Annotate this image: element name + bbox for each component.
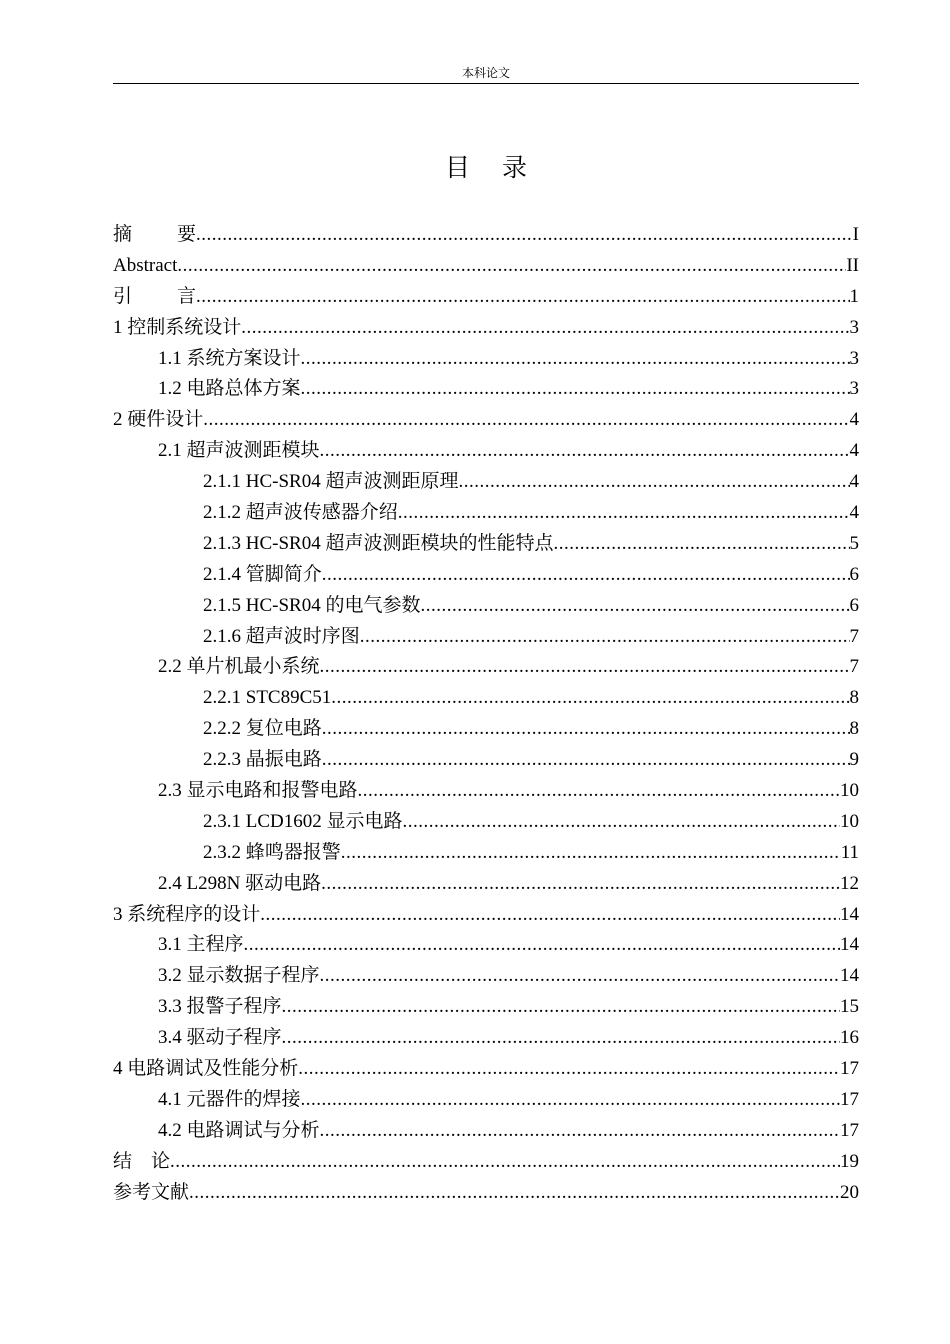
toc-entry-label: 2.1.3 HC-SR04 超声波测距模块的性能特点 xyxy=(203,532,554,554)
toc-page-number: 9 xyxy=(849,749,859,771)
toc-entry[interactable] xyxy=(113,1116,859,1147)
toc-page-number: 8 xyxy=(849,687,859,709)
toc-entry-label: 结论 xyxy=(113,1150,171,1172)
toc-entry-label: 参考文献 xyxy=(113,1181,190,1203)
toc-page-number: 11 xyxy=(840,841,859,863)
header-divider xyxy=(113,83,859,84)
toc-entry[interactable] xyxy=(113,405,859,436)
toc-page-number: 17 xyxy=(840,1088,859,1110)
toc-entry[interactable] xyxy=(113,807,859,838)
toc-entry-label: 3.4 驱动子程序 xyxy=(158,1027,282,1049)
toc-page-number: 3 xyxy=(849,347,859,369)
toc-page-number: 17 xyxy=(840,1058,859,1080)
toc-entry-label: 引言 xyxy=(113,285,197,307)
toc-dot-leader xyxy=(170,1147,840,1178)
toc-page-number: II xyxy=(846,254,859,276)
toc-entry-label: 2.3.2 蜂鸣器报警 xyxy=(203,841,341,863)
toc-page-number: 5 xyxy=(849,532,859,554)
toc-entry-label: 3 系统程序的设计 xyxy=(113,903,261,925)
toc-page-number: 10 xyxy=(840,810,859,832)
toc-page-number: 10 xyxy=(840,780,859,802)
toc-entry[interactable] xyxy=(113,838,859,869)
toc-page-number: 14 xyxy=(840,965,859,987)
toc-entry-label: 2.2.1 STC89C51 xyxy=(203,687,332,709)
toc-entry-label: 2.3 显示电路和报警电路 xyxy=(158,780,358,802)
toc-dot-leader xyxy=(320,436,850,467)
toc-dot-leader xyxy=(189,1178,840,1209)
toc-page-number: 4 xyxy=(849,409,859,431)
toc-dot-leader xyxy=(341,838,841,869)
toc-entry-label: 2.2 单片机最小系统 xyxy=(158,656,320,678)
toc-dot-leader xyxy=(196,220,853,251)
toc-dot-leader xyxy=(358,776,840,807)
toc-entry[interactable] xyxy=(113,930,859,961)
toc-dot-leader xyxy=(320,961,840,992)
toc-entry-label: 3.2 显示数据子程序 xyxy=(158,965,320,987)
toc-entry[interactable] xyxy=(113,220,859,251)
toc-dot-leader xyxy=(322,560,850,591)
toc-entry-label: 3.3 报警子程序 xyxy=(158,996,282,1018)
toc-page-number: 4 xyxy=(849,502,859,524)
toc-entry-label: 2.1.5 HC-SR04 的电气参数 xyxy=(203,594,421,616)
toc-dot-leader xyxy=(301,374,850,405)
toc-entry-label: 2.1.6 超声波时序图 xyxy=(203,625,360,647)
toc-entry-label: 4.2 电路调试与分析 xyxy=(158,1119,320,1141)
toc-page-number: 14 xyxy=(840,903,859,925)
toc-entry[interactable] xyxy=(113,498,859,529)
toc-dot-leader xyxy=(321,869,840,900)
toc-entry[interactable] xyxy=(113,1147,859,1178)
toc-page-number: 4 xyxy=(849,440,859,462)
toc-entry[interactable] xyxy=(113,282,859,313)
toc-dot-leader xyxy=(241,313,849,344)
toc-dot-leader xyxy=(196,282,849,313)
toc-page-number: 15 xyxy=(840,996,859,1018)
toc-dot-leader xyxy=(244,930,840,961)
toc-entry[interactable] xyxy=(113,529,859,560)
toc-entry-label: 2.2.2 复位电路 xyxy=(203,718,322,740)
toc-page-number: 6 xyxy=(849,563,859,585)
toc-entry[interactable] xyxy=(113,344,859,375)
toc-entry[interactable] xyxy=(113,1054,859,1085)
toc-dot-leader xyxy=(322,745,850,776)
toc-page-number: 3 xyxy=(849,316,859,338)
toc-dot-leader xyxy=(260,900,840,931)
toc-entry[interactable] xyxy=(113,1085,859,1116)
toc-entry[interactable] xyxy=(113,374,859,405)
toc-entry-label: 2.3.1 LCD1602 显示电路 xyxy=(203,810,403,832)
toc-dot-leader xyxy=(398,498,850,529)
toc-page-number: 20 xyxy=(840,1181,859,1203)
toc-entry[interactable] xyxy=(113,900,859,931)
page-header: 本科论文 xyxy=(461,66,510,80)
toc-entry[interactable] xyxy=(113,776,859,807)
toc-dot-leader xyxy=(282,1023,840,1054)
toc-dot-leader xyxy=(403,807,840,838)
toc-entry-label: 2 硬件设计 xyxy=(113,409,204,431)
toc-entry[interactable] xyxy=(113,961,859,992)
toc-entry[interactable] xyxy=(113,467,859,498)
toc-dot-leader xyxy=(203,405,849,436)
toc-entry-label: Abstract xyxy=(113,254,178,276)
toc-entry[interactable] xyxy=(113,622,859,653)
toc-entry-label: 2.1.2 超声波传感器介绍 xyxy=(203,502,398,524)
toc-page-number: 12 xyxy=(840,872,859,894)
toc-page-number: 1 xyxy=(849,285,859,307)
toc-entry-label: 2.1.1 HC-SR04 超声波测距原理 xyxy=(203,471,459,493)
toc-entry-label: 摘要 xyxy=(113,224,197,245)
toc-dot-leader xyxy=(177,251,846,282)
toc-page-number: 3 xyxy=(849,378,859,400)
toc-entry-label: 4 电路调试及性能分析 xyxy=(113,1058,299,1080)
toc-entry[interactable] xyxy=(113,869,859,900)
toc-entry-label: 1.1 系统方案设计 xyxy=(158,347,301,369)
toc-dot-leader xyxy=(322,714,850,745)
toc-entry-label: 2.4 L298N 驱动电路 xyxy=(158,872,322,894)
toc-entry[interactable] xyxy=(113,436,859,467)
toc-entry[interactable] xyxy=(113,313,859,344)
toc-dot-leader xyxy=(331,683,849,714)
toc-entry[interactable] xyxy=(113,683,859,714)
toc-entry[interactable] xyxy=(113,1178,859,1209)
toc-page-number: 6 xyxy=(849,594,859,616)
toc-dot-leader xyxy=(360,622,850,653)
toc-dot-leader xyxy=(301,344,850,375)
toc-entry[interactable] xyxy=(113,1023,859,1054)
toc-entry[interactable] xyxy=(113,714,859,745)
toc-entry[interactable] xyxy=(113,992,859,1023)
toc-dot-leader xyxy=(301,1085,840,1116)
toc-entry-label: 2.1.4 管脚简介 xyxy=(203,563,322,585)
toc-entry-label: 3.1 主程序 xyxy=(158,934,244,956)
toc-entry-label: 4.1 元器件的焊接 xyxy=(158,1088,301,1110)
toc-page-number: 7 xyxy=(849,656,859,678)
toc-dot-leader xyxy=(458,467,849,498)
toc-page-number: 14 xyxy=(840,934,859,956)
toc-dot-leader xyxy=(320,1116,840,1147)
toc-dot-leader xyxy=(553,529,849,560)
toc-page-number: 19 xyxy=(840,1150,859,1172)
toc-dot-leader xyxy=(298,1054,840,1085)
toc-entry-label: 2.2.3 晶振电路 xyxy=(203,749,322,771)
toc-title: 目录 xyxy=(444,153,559,182)
toc-page-number: 16 xyxy=(840,1027,859,1049)
toc-entry[interactable] xyxy=(113,745,859,776)
toc-page-number: 7 xyxy=(849,625,859,647)
table-of-contents xyxy=(113,220,859,1209)
toc-entry[interactable] xyxy=(113,251,859,282)
toc-entry[interactable] xyxy=(113,591,859,622)
toc-page-number: 8 xyxy=(849,718,859,740)
toc-dot-leader xyxy=(320,652,850,683)
toc-entry-label: 1.2 电路总体方案 xyxy=(158,378,301,400)
toc-page-number: I xyxy=(852,224,859,245)
toc-entry-label: 1 控制系统设计 xyxy=(113,316,242,338)
toc-dot-leader xyxy=(282,992,840,1023)
toc-entry[interactable] xyxy=(113,652,859,683)
toc-page-number: 4 xyxy=(849,471,859,493)
toc-entry[interactable] xyxy=(113,560,859,591)
toc-page-number: 17 xyxy=(840,1119,859,1141)
toc-entry-label: 2.1 超声波测距模块 xyxy=(158,440,320,462)
toc-dot-leader xyxy=(420,591,849,622)
